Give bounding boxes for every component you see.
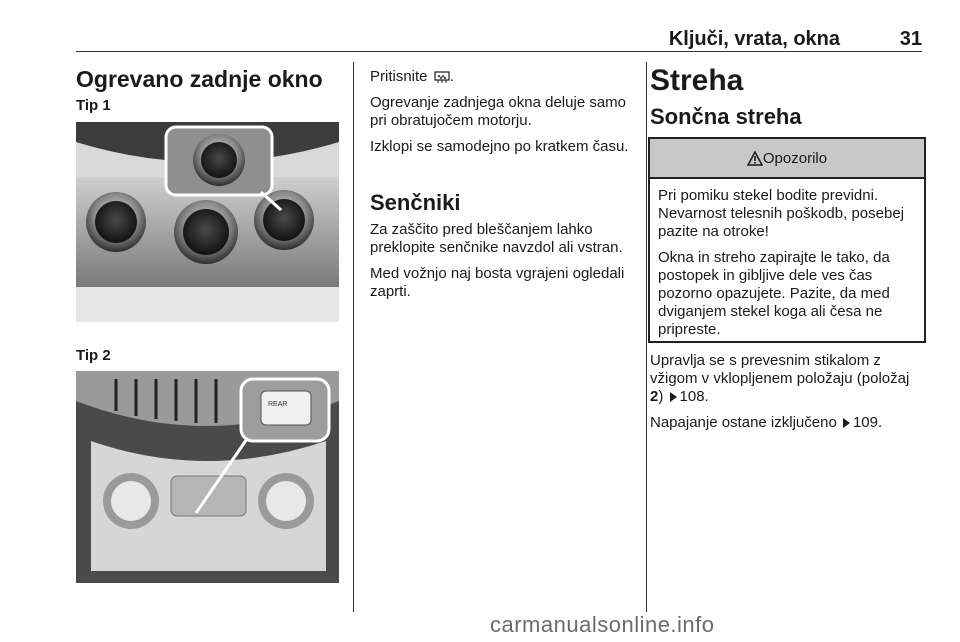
page-reference-arrow-icon — [670, 392, 677, 402]
paragraph-engine-running: Ogrevanje zadnjega okna deluje samo pri obratujočem motorju. — [370, 94, 627, 129]
column-divider-1 — [353, 62, 354, 612]
page-reference-109[interactable]: 109. — [852, 414, 883, 431]
rear-defrost-icon — [434, 71, 450, 84]
page-reference-arrow-icon — [843, 418, 850, 428]
type-2-label: Tip 2 — [76, 347, 111, 364]
rear-button-text: REAR — [268, 401, 288, 408]
watermark: carmanualsonline.info — [490, 612, 715, 637]
column-divider-2 — [646, 62, 647, 612]
section-heading-roof: Streha — [650, 64, 744, 97]
sun-visors-text — [370, 221, 635, 309]
subheading-sunroof: Sončna streha — [650, 104, 802, 129]
climate-control-photo-type-2 — [76, 371, 339, 583]
page-reference-108[interactable]: 108. — [679, 388, 709, 405]
warning-box — [648, 137, 926, 343]
warning-body — [650, 179, 924, 339]
warning-paragraph-2: Okna in streho zapirajte le tako, da postopek in gibljive dele ves čas pozorno opazujete. Pazite, da med dviganjem stekel koga ali česa ne pripreste. — [658, 249, 890, 338]
paragraph-auto-off: Izklopi se samodejno po kratkem času. — [370, 138, 629, 155]
paragraph-power-off: Napajanje ostane izključeno 109. — [650, 414, 883, 431]
climate-control-photo-type-1 — [76, 122, 339, 322]
warning-header — [650, 139, 924, 179]
paragraph-operation: Upravlja se s prevesnim stikalom z vžigom v vklopljenem položaju (položaj 2) 108. — [650, 352, 910, 405]
paragraph-mirrors: Med vožnjo naj bosta vgrajeni ogledali zaprti. — [370, 265, 625, 300]
warning-title: Opozorilo — [762, 149, 828, 167]
warning-triangle-icon — [747, 151, 763, 166]
type-1-label: Tip 1 — [76, 97, 111, 114]
section-heading-heated-rear-window: Ogrevano zadnje okno — [76, 66, 323, 92]
section-heading-sun-visors: Senčniki — [370, 190, 461, 215]
running-header-title: Ključi, vrata, okna — [668, 28, 840, 50]
warning-paragraph-1: Pri pomiku stekel bodite previdni. Nevarnost telesnih poškodb, posebej pazite na otroke! — [658, 187, 904, 240]
sunroof-text — [650, 352, 922, 440]
column-2-text — [370, 68, 635, 164]
climate-control-illustration-1 — [76, 122, 339, 322]
paragraph-sun-visors: Za zaščito pred bleščanjem lahko preklopite senčnike navzdol ali vstran. — [370, 221, 623, 256]
header-rule — [76, 51, 922, 52]
climate-control-illustration-2 — [76, 371, 339, 583]
page-number: 31 — [899, 28, 922, 50]
press-instruction: Pritisnite . — [370, 68, 454, 85]
